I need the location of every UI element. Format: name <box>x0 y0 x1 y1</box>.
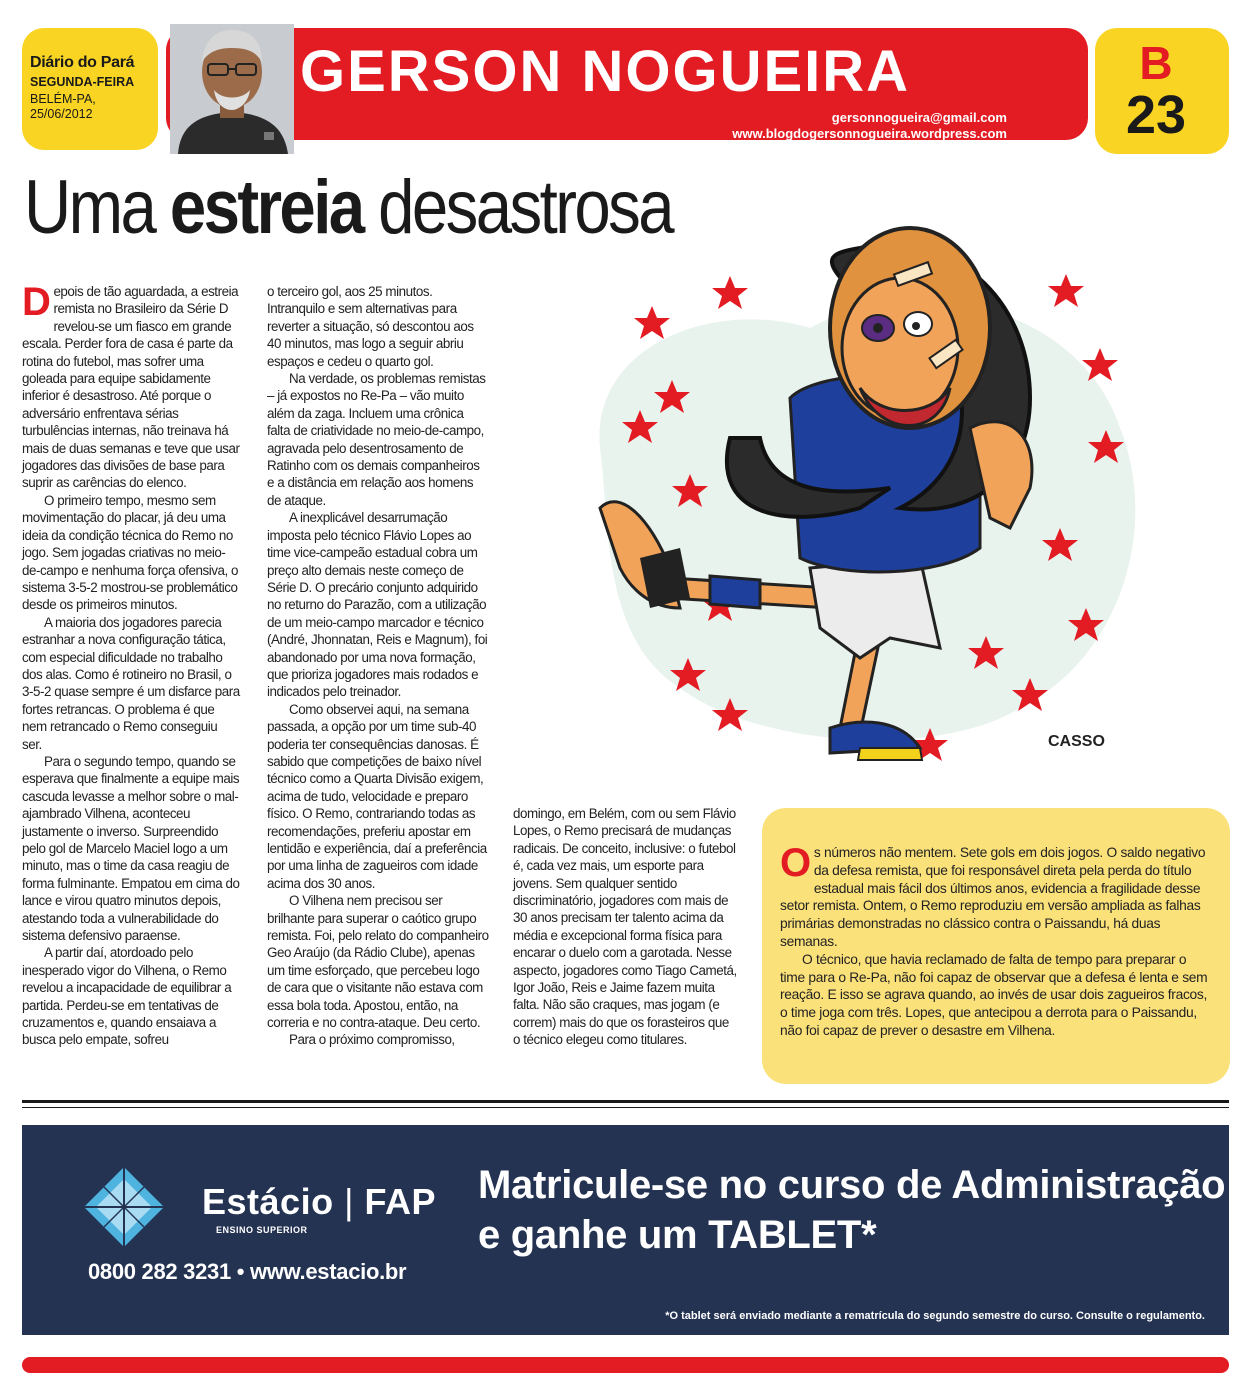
article-paragraph: o terceiro gol, aos 25 minutos. Intranquilo e sem alternativas para reverter a situação, só descontou aos 40 minutos, mas logo a seguir abriu espaços e cedeu o quarto gol. <box>267 284 474 369</box>
headline-part1: Uma <box>24 165 170 250</box>
page-number: 23 <box>1125 85 1187 145</box>
ad-headline-line-2: e ganhe um TABLET* <box>478 1213 877 1257</box>
sidebar-dropcap: O <box>780 841 811 885</box>
article-paragraph: domingo, em Belém, com ou sem Flávio Lopes, o Remo precisará de mudanças radicais. De conceito, inclusive: o futebol é, cada vez mais, um esporte para jovens. Sem qualquer sentido discriminatório, jogadores com mais de 30 anos precisam ter talento acima da média e excepcional forma física para encarar o duelo com a garotada. Nesse aspecto, jogadores como Tiago Cametá, Igor João, Reis e Jaime fazem muita falta. Não são craques, mas jogam (e correm) mais do que os forasteiros que o técnico elegeu como titulares. <box>513 806 737 1048</box>
sidebar-paragraph: O técnico, que havia reclamado de falta de tempo para preparar o time para o Re-Pa, não foi capaz de observar que a defesa é lenta e sem reação. E isso se agrava quando, ao invés de usar dois zagueiros fracos, o time joga com três. Lopes, que antecipou a derrota para o Paissandu, não foi capaz de prever o desastre em Vilhena. <box>780 951 1208 1038</box>
article-column-1 <box>22 280 240 1049</box>
ad-footnote: *O tablet será enviado mediante a rematrícula do segundo semestre do curso. Consulte o regulamento. <box>665 1310 1205 1322</box>
article-paragraph: O primeiro tempo, mesmo sem movimentação do placar, já deu uma ideia da condição técnica do Remo no jogo. Sem jogadas criativas no meio-de-campo e nenhuma força ofensiva, o sistema 3-5-2 mostrou-se problemático desde os primeiros minutos. <box>22 492 239 613</box>
article-column-3 <box>513 805 738 1049</box>
article-paragraph: epois de tão aguardada, a estreia remista no Brasileiro da Série D revelou-se um fiasco em grande escala. Perder fora de casa é parte da rotina do futebol, mas sofrer uma goleada para equipe sabidamente inferior é desastroso. Até porque o adversário enfrentava sérias turbulências internas, não treinava há mais de duas semanas e teve que usar jogadores das divisões de base para suprir as carências do elenco. <box>22 284 240 491</box>
article-paragraph: O Vilhena nem precisou ser brilhante para superar o caótico grupo remista. Foi, pelo relato do companheiro Geo Araújo (da Rádio Clube), apenas um time esforçado, que percebeu logo de cara que o visitante não estava com essa bola toda. Apostou, então, na correria e no contra-ataque. Deu certo. <box>267 893 489 1031</box>
headline-part2: desastrosa <box>362 165 673 250</box>
article-column-2 <box>267 283 489 1049</box>
sidebar-box <box>762 808 1230 1084</box>
article-dropcap: D <box>22 280 51 324</box>
article-paragraph: Para o segundo tempo, quando se esperava que finalmente a equipe mais cascuda levasse a melhor sobre o mal-ajambrado Vilhena, aconteceu justamente o inverso. Surpreendido pelo gol de Marcelo Maciel logo a um minuto, mas o time da casa reagiu de forma fulminante. Empatou em cima do lance e virou quatro minutos depois, atestando toda a vulnerabilidade do sistema defensivo paraense. <box>22 753 240 944</box>
article-paragraph: A maioria dos jogadores parecia estranhar a nova configuração tática, com especial dificuldade no trabalho dos alas. Como é rotineiro no Brasil, o 3-5-2 quase sempre é um disfarce para fortes retrancas. O problema é que nem retrancado o Remo conseguiu ser. <box>22 614 240 752</box>
paper-name: Diário do Pará <box>30 54 135 71</box>
article-paragraph: A partir daí, atordoado pelo inesperado vigor do Vilhena, o Remo revelou a incapacidade de equilibrar a partida. Perdeu-se em tentativas de cruzamentos e, quando ensaiava a busca pelo empate, sofreu <box>22 945 232 1048</box>
edition-date: 25/06/2012 <box>30 107 93 121</box>
paper-info-box <box>22 28 158 150</box>
edition-day: SEGUNDA-FEIRA <box>30 75 135 89</box>
article-paragraph: Para o próximo compromisso, <box>289 1032 455 1048</box>
ad-brand-name: Estácio <box>202 1181 334 1222</box>
bottom-bar <box>22 1357 1229 1373</box>
page-section-box <box>1095 28 1229 154</box>
ad-headline-line-1: Matricule-se no curso de Administração <box>478 1163 1226 1207</box>
article-paragraph: A inexplicável desarrumação imposta pelo técnico Flávio Lopes ao time vice-campeão estadual cobra um preço alto demais neste começo de Série D. O precário conjunto adquirido no returno do Parazão, com a utilização de um meio-campo marcador e técnico (André, Jhonnatan, Reis e Magnum), foi abandonado por uma nova formação, que prioriza jogadores mais rodados e indicados pelo treinador. <box>267 510 488 700</box>
columnist-name: GERSON NOGUEIRA <box>300 39 911 104</box>
advertisement-banner[interactable] <box>22 1125 1229 1335</box>
estacio-logo-icon <box>82 1165 166 1249</box>
sidebar-paragraph: s números não mentem. Sete gols em dois jogos. O saldo negativo da defesa remista, que foi responsável direta pela perda do título estadual mais fácil dos últimos anos, evidencia a fragilidade desse setor remista. Ontem, o Remo reproduziu em versão ampliada as falhas primárias demonstradas no clássico contra o Paissandu, há duas semanas. <box>780 845 1206 949</box>
article-paragraph: Como observei aqui, na semana passada, a opção por um time sub-40 poderia ter consequências danosas. É sabido que competições de baixo nível técnico como a Quarta Divisão exigem, acima de tudo, velocidade e preparo físico. O Remo, contrariando todas as recomendações, preferiu apostar em lentidão e experiência, daí a preferência por uma linha de zagueiros com idade acima dos 30 anos. <box>267 701 487 891</box>
columnist-email: gersonnogueira@gmail.com <box>831 110 1007 125</box>
section-divider <box>22 1100 1229 1110</box>
ad-brand-divider: | <box>344 1181 354 1222</box>
ad-brand-partner: FAP <box>364 1181 436 1222</box>
ad-brand <box>202 1181 436 1223</box>
ad-brand-sub: ENSINO SUPERIOR <box>216 1225 308 1235</box>
columnist-blog: www.blogdogersonnogueira.wordpress.com <box>732 126 1007 141</box>
edition-city: BELÉM-PA, <box>30 92 96 106</box>
ad-contact[interactable]: 0800 282 3231 • www.estacio.br <box>88 1259 407 1284</box>
cartoon-signature: CASSO <box>1048 733 1105 750</box>
columnist-photo <box>168 14 296 154</box>
cartoon-illustration <box>560 188 1150 780</box>
headline-bold: estreia <box>169 165 363 250</box>
section-letter: B <box>1139 37 1173 89</box>
article-paragraph: Na verdade, os problemas remistas – já expostos no Re-Pa – vão muito além da zaga. Incluem uma crônica falta de criatividade no meio-de-campo, agravada pelo desentrosamento de Ratinho com os demais companheiros e a distância em relação aos homens de ataque. <box>267 371 486 508</box>
